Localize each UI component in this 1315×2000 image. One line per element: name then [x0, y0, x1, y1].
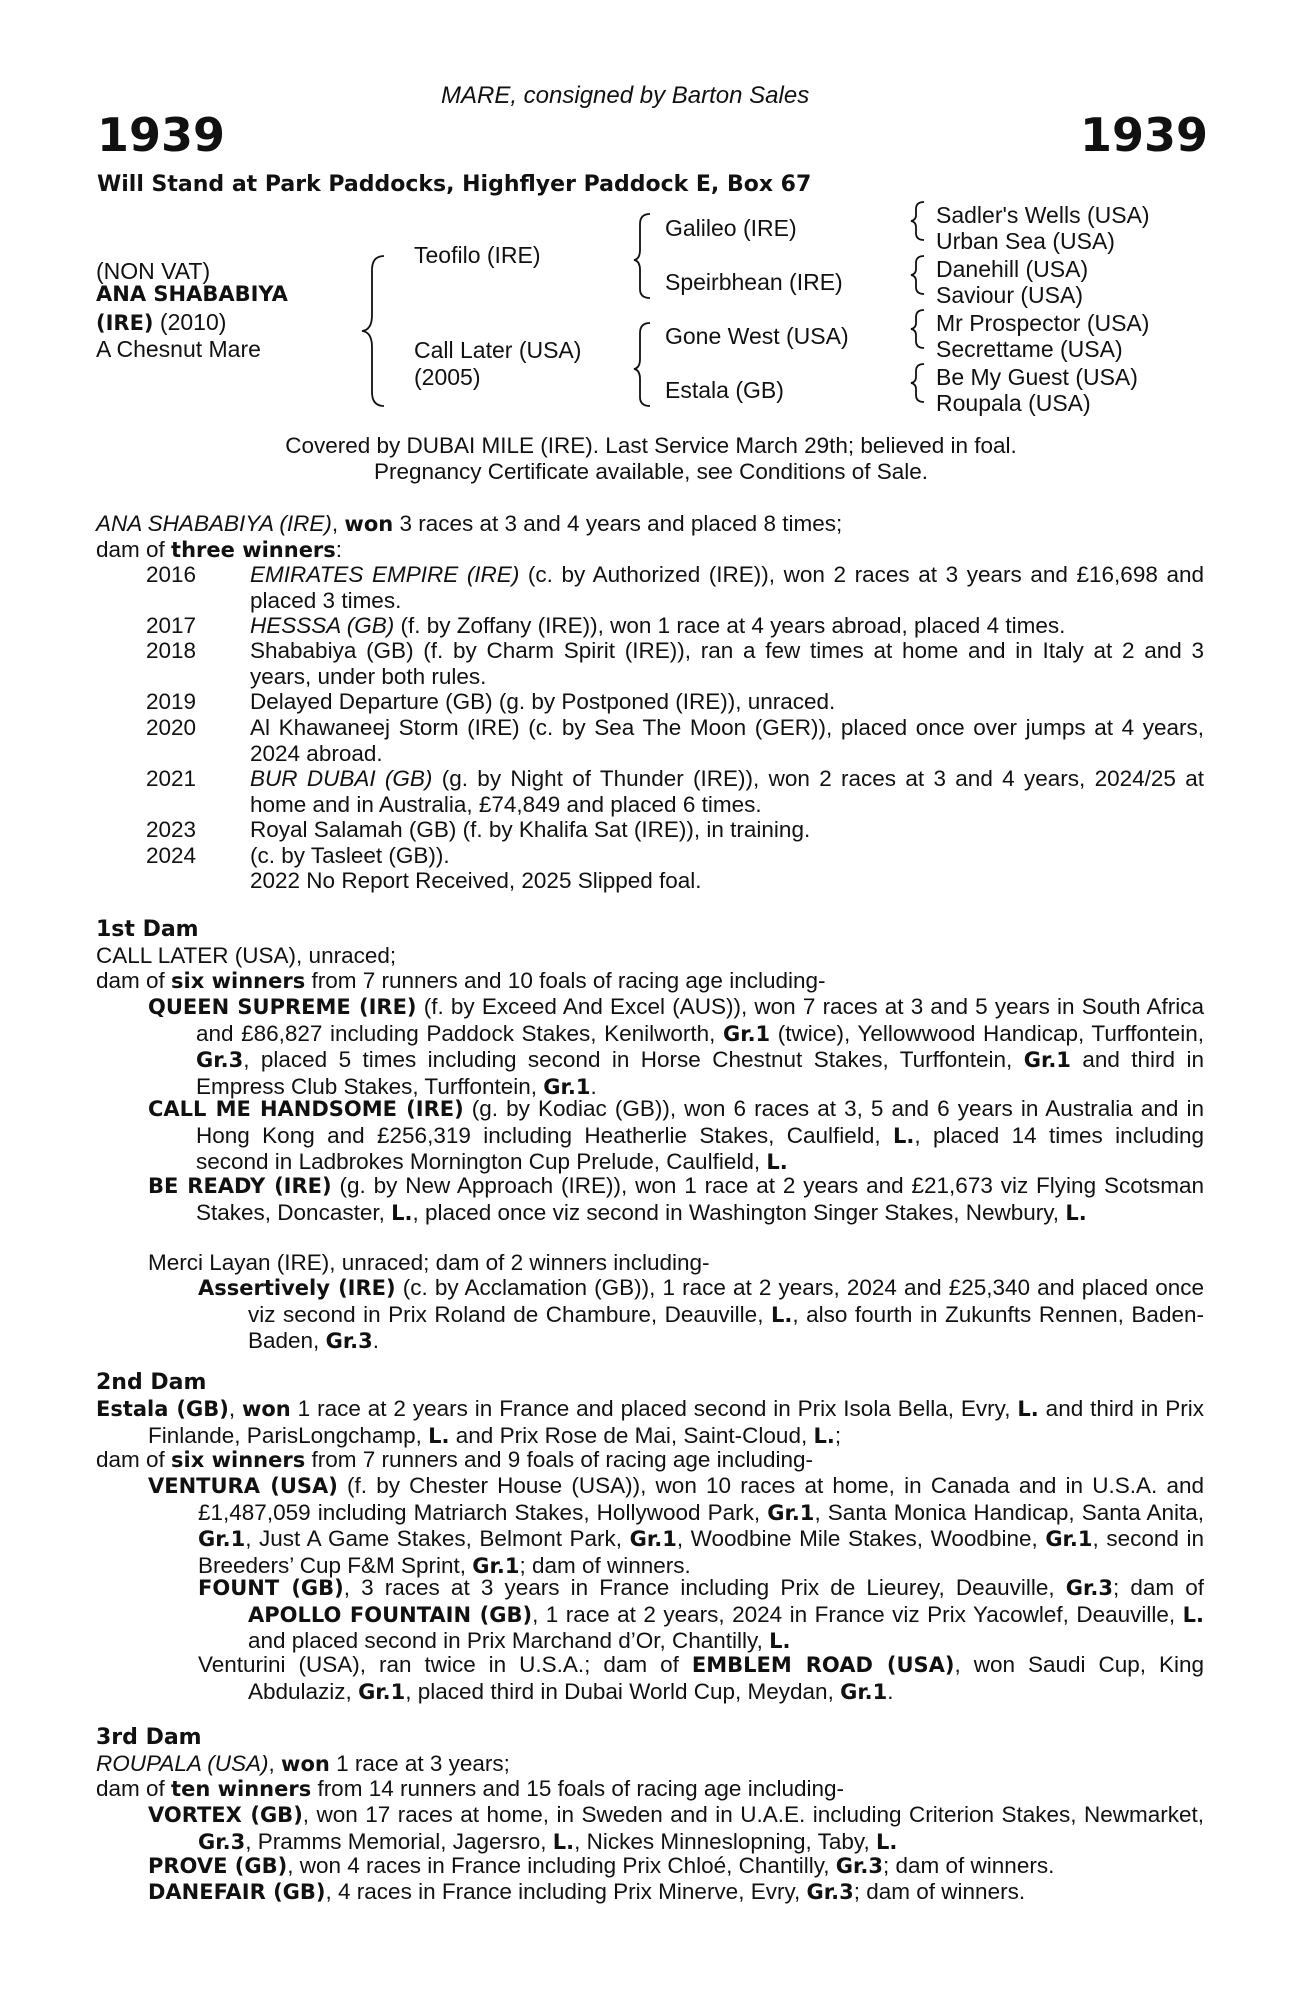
entry-text: , Santa Monica Handicap, Santa Anita,: [814, 1499, 1204, 1525]
progeny-detail: (g. by Night of Thunder (IRE)), won 2 races at 3 and 4 years, 2024/25 at home and in Australia, £74,849 and placed 6 times.: [250, 766, 1204, 817]
entry-vortex: [148, 1802, 1204, 1855]
dam-of-label: dam of: [96, 1447, 172, 1472]
entry-merci-layan: Merci Layan (IRE), unraced; dam of 2 winners including-: [148, 1250, 710, 1275]
brace-ss: [911, 202, 924, 240]
progeny-name: HESSSA (GB): [250, 613, 395, 638]
entry-text: and Prix Rose de Mai, Saint-Cloud,: [449, 1422, 814, 1448]
entry-danefair: [148, 1879, 1025, 1906]
pedigree-sds: Danehill (USA): [936, 256, 1089, 282]
third-dam-heading: 3rd Dam: [96, 1725, 202, 1750]
entry-body: [148, 1802, 1204, 1855]
mare-dam-of: [96, 537, 342, 564]
group-3: Gr.3: [198, 1829, 246, 1854]
listed: L.: [1182, 1602, 1204, 1627]
progeny-detail: (f. by Zoffany (IRE)), won 1 race at 4 years abroad, placed 4 times.: [394, 613, 1066, 638]
pedigree-ddd: Roupala (USA): [936, 390, 1091, 416]
entry-text: (g. by Kodiac (GB)), won 6 races at 3, 5 and 6 years in Australia and in Hong Kong and £256,319 including Heatherlie Stakes, Caulfield,: [196, 1096, 1204, 1148]
group-1: Gr.1: [629, 1527, 677, 1552]
pedigree-dam-sire: Gone West (USA): [665, 323, 849, 349]
entry-text: , won 17 races at home, in Sweden and in U.A.E. including Criterion Stakes, Newmarket,: [302, 1802, 1204, 1827]
entry-text: (twice), Yellowwood Handicap, Turffontein,: [770, 1020, 1204, 1046]
entry-text: ; dam of winners.: [519, 1552, 691, 1578]
entry-ventura: [148, 1473, 1204, 1579]
pedigree-ssd: Urban Sea (USA): [936, 228, 1115, 254]
entry-body: [198, 1575, 1204, 1655]
semicolon: ;: [834, 1422, 842, 1448]
brace-sire: [634, 214, 650, 298]
first-dam-line: CALL LATER (USA), unraced;: [96, 943, 397, 968]
progeny-text: [250, 766, 1204, 817]
second-dam-winners: six winners: [171, 1448, 306, 1472]
entry-name: PROVE (GB): [148, 1854, 288, 1878]
entry-body: [198, 1275, 1204, 1355]
pedigree-sire: Teofilo (IRE): [414, 242, 541, 268]
entry-text: , placed once viz second in Washington Singer Stakes, Newbury,: [412, 1199, 1066, 1225]
entry-name: VORTEX (GB): [148, 1803, 303, 1827]
entry-name: CALL ME HANDSOME (IRE): [148, 1097, 464, 1121]
progeny-year: 2020: [146, 715, 197, 740]
entry-text: , 3 races at 3 years in France including Prix de Lieurey, Deauville,: [343, 1575, 1066, 1600]
second-dam-record: [96, 1396, 1204, 1449]
entry-text: (g. by New Approach (IRE)), won 1 race at 2 years and £21,673 viz Flying Scotsman Stakes, Doncaster,: [196, 1173, 1204, 1225]
entry-text: and third in Prix Finlande, ParisLongchamp,: [148, 1396, 1204, 1448]
entry-name-emblem-road: EMBLEM ROAD (USA): [691, 1653, 955, 1677]
listed: L.: [770, 1302, 793, 1327]
entry-text: 1 race at 3 years;: [329, 1751, 510, 1776]
horse-origin: (IRE): [96, 311, 154, 335]
entry-queen-supreme: [148, 994, 1204, 1100]
entry-text: , also fourth in Zukunfts Rennen, Baden-Baden,: [248, 1301, 1204, 1354]
entry-text: 1 race at 2 years in France and placed second in Prix Isola Bella, Evry,: [290, 1396, 1018, 1421]
covered-line-2: Pregnancy Certificate available, see Conditions of Sale.: [373, 458, 929, 484]
pedigree-sss: Sadler's Wells (USA): [936, 202, 1150, 228]
entry-text: , Pramms Memorial, Jagersro,: [245, 1828, 553, 1854]
entry-body: [198, 1652, 1204, 1705]
comma: ,: [268, 1751, 282, 1776]
group-1: Gr.1: [472, 1553, 520, 1578]
entry-text: , Nickes Minneslopning, Taby,: [574, 1828, 876, 1854]
entry-body: [148, 994, 1204, 1100]
entry-body: [148, 1173, 1204, 1226]
pedigree-dam-year: (2005): [414, 364, 481, 390]
group-1: Gr.1: [1045, 1527, 1093, 1552]
progeny-text: Al Khawaneej Storm (IRE) (c. by Sea The Moon (GER)), placed once over jumps at 4 years, 2024 abroad.: [250, 715, 1204, 766]
first-dam-produce: [96, 968, 826, 995]
pedigree-dam-dam: Estala (GB): [665, 377, 784, 403]
entry-name: QUEEN SUPREME (IRE): [148, 995, 417, 1019]
listed: L.: [1065, 1200, 1087, 1225]
entry-body: [148, 1473, 1204, 1579]
entry-name: Assertively (IRE): [198, 1276, 396, 1300]
group-1: Gr.1: [767, 1500, 815, 1525]
horse-description: A Chesnut Mare: [96, 336, 261, 362]
pedigree-dsd: Secrettame (USA): [936, 336, 1123, 362]
comma: ,: [228, 1396, 242, 1421]
progeny-detail: (c. by Authorized (IRE)), won 2 races at 3 years and £16,698 and placed 3 times.: [250, 562, 1204, 613]
mare-race-record: 3 races at 3 and 4 years and placed 8 times;: [393, 511, 843, 536]
group-3: Gr.3: [835, 1854, 883, 1878]
brace-ds: [911, 310, 924, 348]
dot: .: [887, 1678, 894, 1704]
third-dam-produce: [96, 1776, 844, 1803]
entry-call-me-handsome: [148, 1096, 1204, 1176]
entry-text: , placed third in Dubai World Cup, Meydan,: [405, 1678, 841, 1704]
entry-text: (f. by Exceed And Excel (AUS)), won 7 races at 3 and 5 years in South Africa and £86,827 including Paddock Stakes, Kenilworth,: [196, 994, 1204, 1046]
progeny-text: [250, 562, 1204, 613]
entry-text: Venturini (USA), ran twice in U.S.A.; dam of: [198, 1652, 692, 1677]
progeny-text: Royal Salamah (GB) (f. by Khalifa Sat (IRE)), in training.: [250, 817, 811, 842]
listed: L.: [892, 1123, 915, 1148]
entry-text: ; dam of: [1112, 1575, 1204, 1600]
pedigree-dds: Be My Guest (USA): [936, 364, 1138, 390]
progeny-text: [250, 613, 1204, 639]
entry-text: , won 4 races in France including Prix Chloé, Chantilly,: [287, 1853, 836, 1878]
entry-text: ; dam of winners.: [883, 1853, 1055, 1878]
second-dam-produce: [96, 1447, 813, 1474]
group-1: Gr.1: [543, 1074, 591, 1099]
brace-sd: [911, 256, 924, 294]
entry-name: VENTURA (USA): [148, 1474, 338, 1498]
entry-text: , Just A Game Stakes, Belmont Park,: [245, 1526, 630, 1552]
entry-text: , won Saudi Cup, King Abdulaziz,: [248, 1652, 1205, 1704]
second-dam-name: Estala (GB): [96, 1397, 229, 1421]
third-dam-won: won: [281, 1752, 330, 1776]
entry-text: , 4 races in France including Prix Minerve, Evry,: [325, 1879, 807, 1904]
first-dam-heading: 1st Dam: [96, 917, 199, 942]
progeny-year: 2021: [146, 766, 197, 791]
vat-status: (NON VAT): [96, 258, 211, 284]
entry-text: , placed 5 times including second in Horse Chestnut Stakes, Turffontein,: [243, 1047, 1024, 1073]
group-1: Gr.1: [358, 1679, 406, 1704]
second-dam-won: won: [241, 1397, 291, 1421]
progeny-name: EMIRATES EMPIRE (IRE): [250, 562, 520, 587]
progeny-year: 2017: [146, 613, 197, 638]
third-dam-winners: ten winners: [171, 1777, 312, 1801]
third-dam-name: ROUPALA (USA): [96, 1751, 269, 1776]
pedigree-sire-dam: Speirbhean (IRE): [665, 269, 843, 295]
entry-body: [148, 1096, 1204, 1176]
comma: ,: [331, 511, 345, 536]
progeny-year: 2016: [146, 562, 197, 587]
listed: L.: [766, 1150, 788, 1175]
entry-text: , second in Breeders’ Cup F&M Sprint,: [198, 1526, 1204, 1578]
dot: .: [372, 1328, 380, 1354]
mare-winners: three winners: [171, 538, 336, 562]
second-dam-heading: 2nd Dam: [96, 1370, 207, 1395]
progeny-text: (c. by Tasleet (GB)).: [250, 843, 450, 868]
group-3: Gr.3: [806, 1880, 854, 1904]
covered-info: [96, 433, 1206, 484]
entry-name-apollo: APOLLO FOUNTAIN (GB): [248, 1602, 533, 1627]
progeny-text: Shababiya (GB) (f. by Charm Spirit (IRE)), ran a few times at home and in Italy at 2 and 3 years, under both rules.: [250, 638, 1204, 689]
entry-text: (f. by Chester House (USA)), won 10 races at home, in Canada and in U.S.A. and £1,487,059 including Matriarch Stakes, Hollywood Park,: [198, 1473, 1204, 1525]
brace-main: [362, 256, 384, 406]
progeny-year: 2019: [146, 689, 197, 714]
entry-text: , Woodbine Mile Stakes, Woodbine,: [676, 1526, 1046, 1552]
mare-won: won: [344, 512, 394, 536]
group-3: Gr.3: [325, 1329, 373, 1354]
runners-text: from 7 runners and 9 foals of racing age including-: [305, 1447, 813, 1472]
entry-name: BE READY (IRE): [148, 1174, 332, 1198]
mare-record: [96, 511, 842, 538]
progeny-2016: [146, 562, 1204, 614]
pedigree-dss: Mr Prospector (USA): [936, 310, 1150, 336]
group-1: Gr.1: [722, 1021, 771, 1046]
third-dam-record: [96, 1751, 510, 1778]
dot: .: [590, 1073, 597, 1099]
progeny-name: BUR DUBAI (GB): [250, 766, 433, 791]
brace-dd: [911, 364, 924, 402]
entry-prove: [148, 1853, 1054, 1880]
entry-fount: [198, 1575, 1204, 1655]
covered-line-1: Covered by DUBAI MILE (IRE). Last Service March 29th; believed in foal.: [285, 433, 1017, 458]
entry-name: FOUNT (GB): [198, 1576, 344, 1600]
horse-year: (2010): [153, 309, 227, 335]
entry-text: ; dam of winners.: [853, 1879, 1026, 1904]
progeny-year: 2024: [146, 843, 197, 868]
entry-venturini: [198, 1652, 1204, 1705]
horse-name: ANA SHABABIYA: [96, 282, 288, 306]
progeny-note: 2022 No Report Received, 2025 Slipped foal.: [250, 868, 702, 893]
entry-text: and third in Empress Club Stakes, Turffontein,: [196, 1047, 1204, 1099]
listed: L.: [769, 1629, 791, 1654]
group-1: Gr.1: [198, 1527, 246, 1552]
listed: L.: [1017, 1397, 1039, 1421]
group-1: Gr.1: [840, 1679, 888, 1704]
runners-text: from 14 runners and 15 foals of racing age including-: [311, 1776, 845, 1801]
listed: L.: [875, 1829, 898, 1854]
listed: L.: [391, 1200, 413, 1225]
lot-number-right: 1939: [1080, 108, 1209, 162]
entry-be-ready: [148, 1173, 1204, 1226]
group-3: Gr.3: [1065, 1576, 1113, 1600]
entry-text: , 1 race at 2 years, 2024 in France viz Prix Yacowlef, Deauville,: [532, 1601, 1183, 1627]
pedigree-sdd: Saviour (USA): [936, 282, 1083, 308]
group-3: Gr.3: [196, 1048, 244, 1073]
pedigree-sire-sire: Galileo (IRE): [665, 215, 797, 241]
entry-text: (c. by Acclamation (GB)), 1 race at 2 years, 2024 and £25,340 and placed once viz second in Prix Roland de Chambure, Deauville,: [248, 1275, 1204, 1327]
brace-dam: [634, 323, 650, 406]
entry-text: and placed second in Prix Marchand d’Or, Chantilly,: [248, 1628, 770, 1654]
dam-of-label: dam of: [96, 1776, 172, 1801]
dam-of-label: dam of: [96, 537, 172, 562]
runners-text: from 7 runners and 10 foals of racing age including-: [305, 968, 826, 993]
pedigree-dam: Call Later (USA): [414, 337, 582, 363]
entry-assertively: [198, 1275, 1204, 1355]
stand-location: Will Stand at Park Paddocks, Highflyer Paddock E, Box 67: [97, 172, 812, 197]
colon: :: [335, 537, 343, 562]
listed: L.: [552, 1829, 575, 1854]
dam-of-label: dam of: [96, 968, 172, 993]
listed: L.: [813, 1423, 835, 1448]
entry-text: , placed 14 times including second in Ladbrokes Mornington Cup Prelude, Caulfield,: [196, 1122, 1204, 1175]
progeny-year: 2018: [146, 638, 197, 663]
progeny-year: 2023: [146, 817, 197, 842]
first-dam-winners: six winners: [171, 969, 306, 993]
lot-number-left: 1939: [97, 108, 226, 162]
progeny-text: Delayed Departure (GB) (g. by Postponed (IRE)), unraced.: [250, 689, 836, 714]
consignor-line: MARE, consigned by Barton Sales: [441, 82, 810, 109]
mare-name: ANA SHABABIYA (IRE): [96, 511, 332, 536]
group-1: Gr.1: [1023, 1048, 1071, 1073]
listed: L.: [428, 1423, 450, 1448]
entry-body: [96, 1396, 1204, 1449]
entry-name: DANEFAIR (GB): [148, 1880, 326, 1904]
